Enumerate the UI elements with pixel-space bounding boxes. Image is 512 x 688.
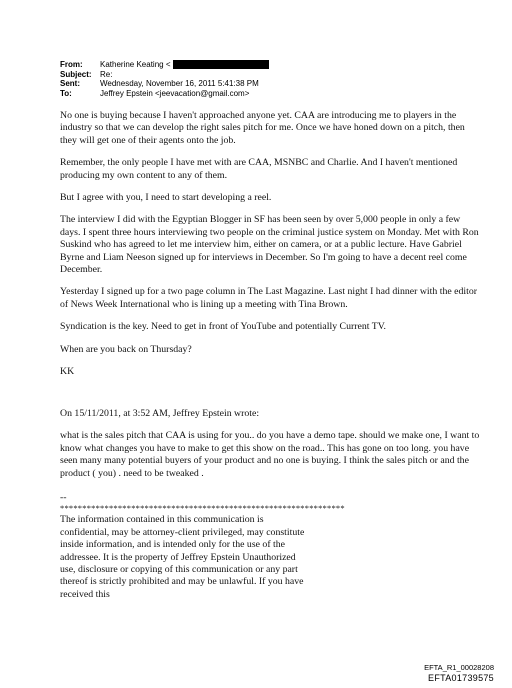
email-body <box>60 110 480 389</box>
body-paragraph-7: When are you back on Thursday? <box>60 343 192 355</box>
to-value: Jeffrey Epstein <jeevacation@gmail.com> <box>100 88 250 98</box>
quote-text: what is the sales pitch that CAA is using for you.. do you have a demo tape. should we make one, I want to know what changes you have to make to get this show on the road.. This has gone on too long. you have seen many many potential buyers of your product and no one is buying. I think the sales pitch or and the product ( you) . need to be tweaked . <box>60 430 480 479</box>
from-row <box>60 60 460 70</box>
subject-value: Re: <box>100 69 113 79</box>
to-label: To: <box>60 88 72 98</box>
from-value: Katherine Keating < <box>100 60 171 69</box>
sent-row <box>60 79 460 89</box>
to-row <box>60 89 460 99</box>
disclaimer-text: The information contained in this communication is confidential, may be attorney-client privileged, may constitute inside information, and is intended only for the use of the addressee. It is the property of Jeffrey Epstein Unauthorized use, disclosure or copying of this communication or any part thereof is strictly prohibited and may be unlawful. If you have received this <box>60 514 305 600</box>
body-paragraph-3: But I agree with you, I need to start developing a reel. <box>60 192 272 204</box>
signature-dashes: -- <box>60 492 67 503</box>
body-paragraph-6: Syndication is the key. Need to get in front of YouTube and potentially Current TV. <box>60 321 386 333</box>
quoted-message <box>60 408 480 490</box>
subject-label: Subject: <box>60 69 92 79</box>
body-paragraph-5: Yesterday I signed up for a two page column in The Last Magazine. Last night I had dinner with the editor of News Week International who is lining up a meeting with Tina Brown. <box>60 286 477 310</box>
subject-row <box>60 70 460 80</box>
signoff: KK <box>60 366 75 378</box>
sent-label: Sent: <box>60 79 80 88</box>
body-paragraph-4: The interview I did with the Egyptian Blogger in SF has been seen by over 5,000 people in only a few days. I spent three hours interviewing two people on the criminal justice system on Monday. Met with Ron Suskind who has agreed to let me interview him, either on camera, or at a public lecture. Have Gabriel Byrne and Liam Neeson signed up for interviews in December. So I'm going to have a decent reel come December. <box>60 214 479 276</box>
body-paragraph-1: No one is buying because I haven't approached anyone yet. CAA are introducing me to players in the industry so that we can develop the right sales pitch for me. Once we have honed down on a pitch, then they will get one of their agents onto the job. <box>60 110 465 146</box>
signature-stars: **************************************************************** <box>60 503 345 513</box>
bates-number-small: EFTA_R1_00028208 <box>424 663 494 672</box>
redaction-block <box>173 60 269 69</box>
sent-value: Wednesday, November 16, 2011 5:41:38 PM <box>100 79 259 88</box>
bates-number-large: EFTA01739575 <box>428 673 494 683</box>
quote-intro: On 15/11/2011, at 3:52 AM, Jeffrey Epstein wrote: <box>60 408 260 419</box>
from-label: From: <box>60 60 83 69</box>
body-paragraph-2: Remember, the only people I have met with are CAA, MSNBC and Charlie. And I haven't mentioned producing my own content to any of them. <box>60 157 458 181</box>
email-header <box>60 60 460 98</box>
signature-block <box>60 492 480 601</box>
